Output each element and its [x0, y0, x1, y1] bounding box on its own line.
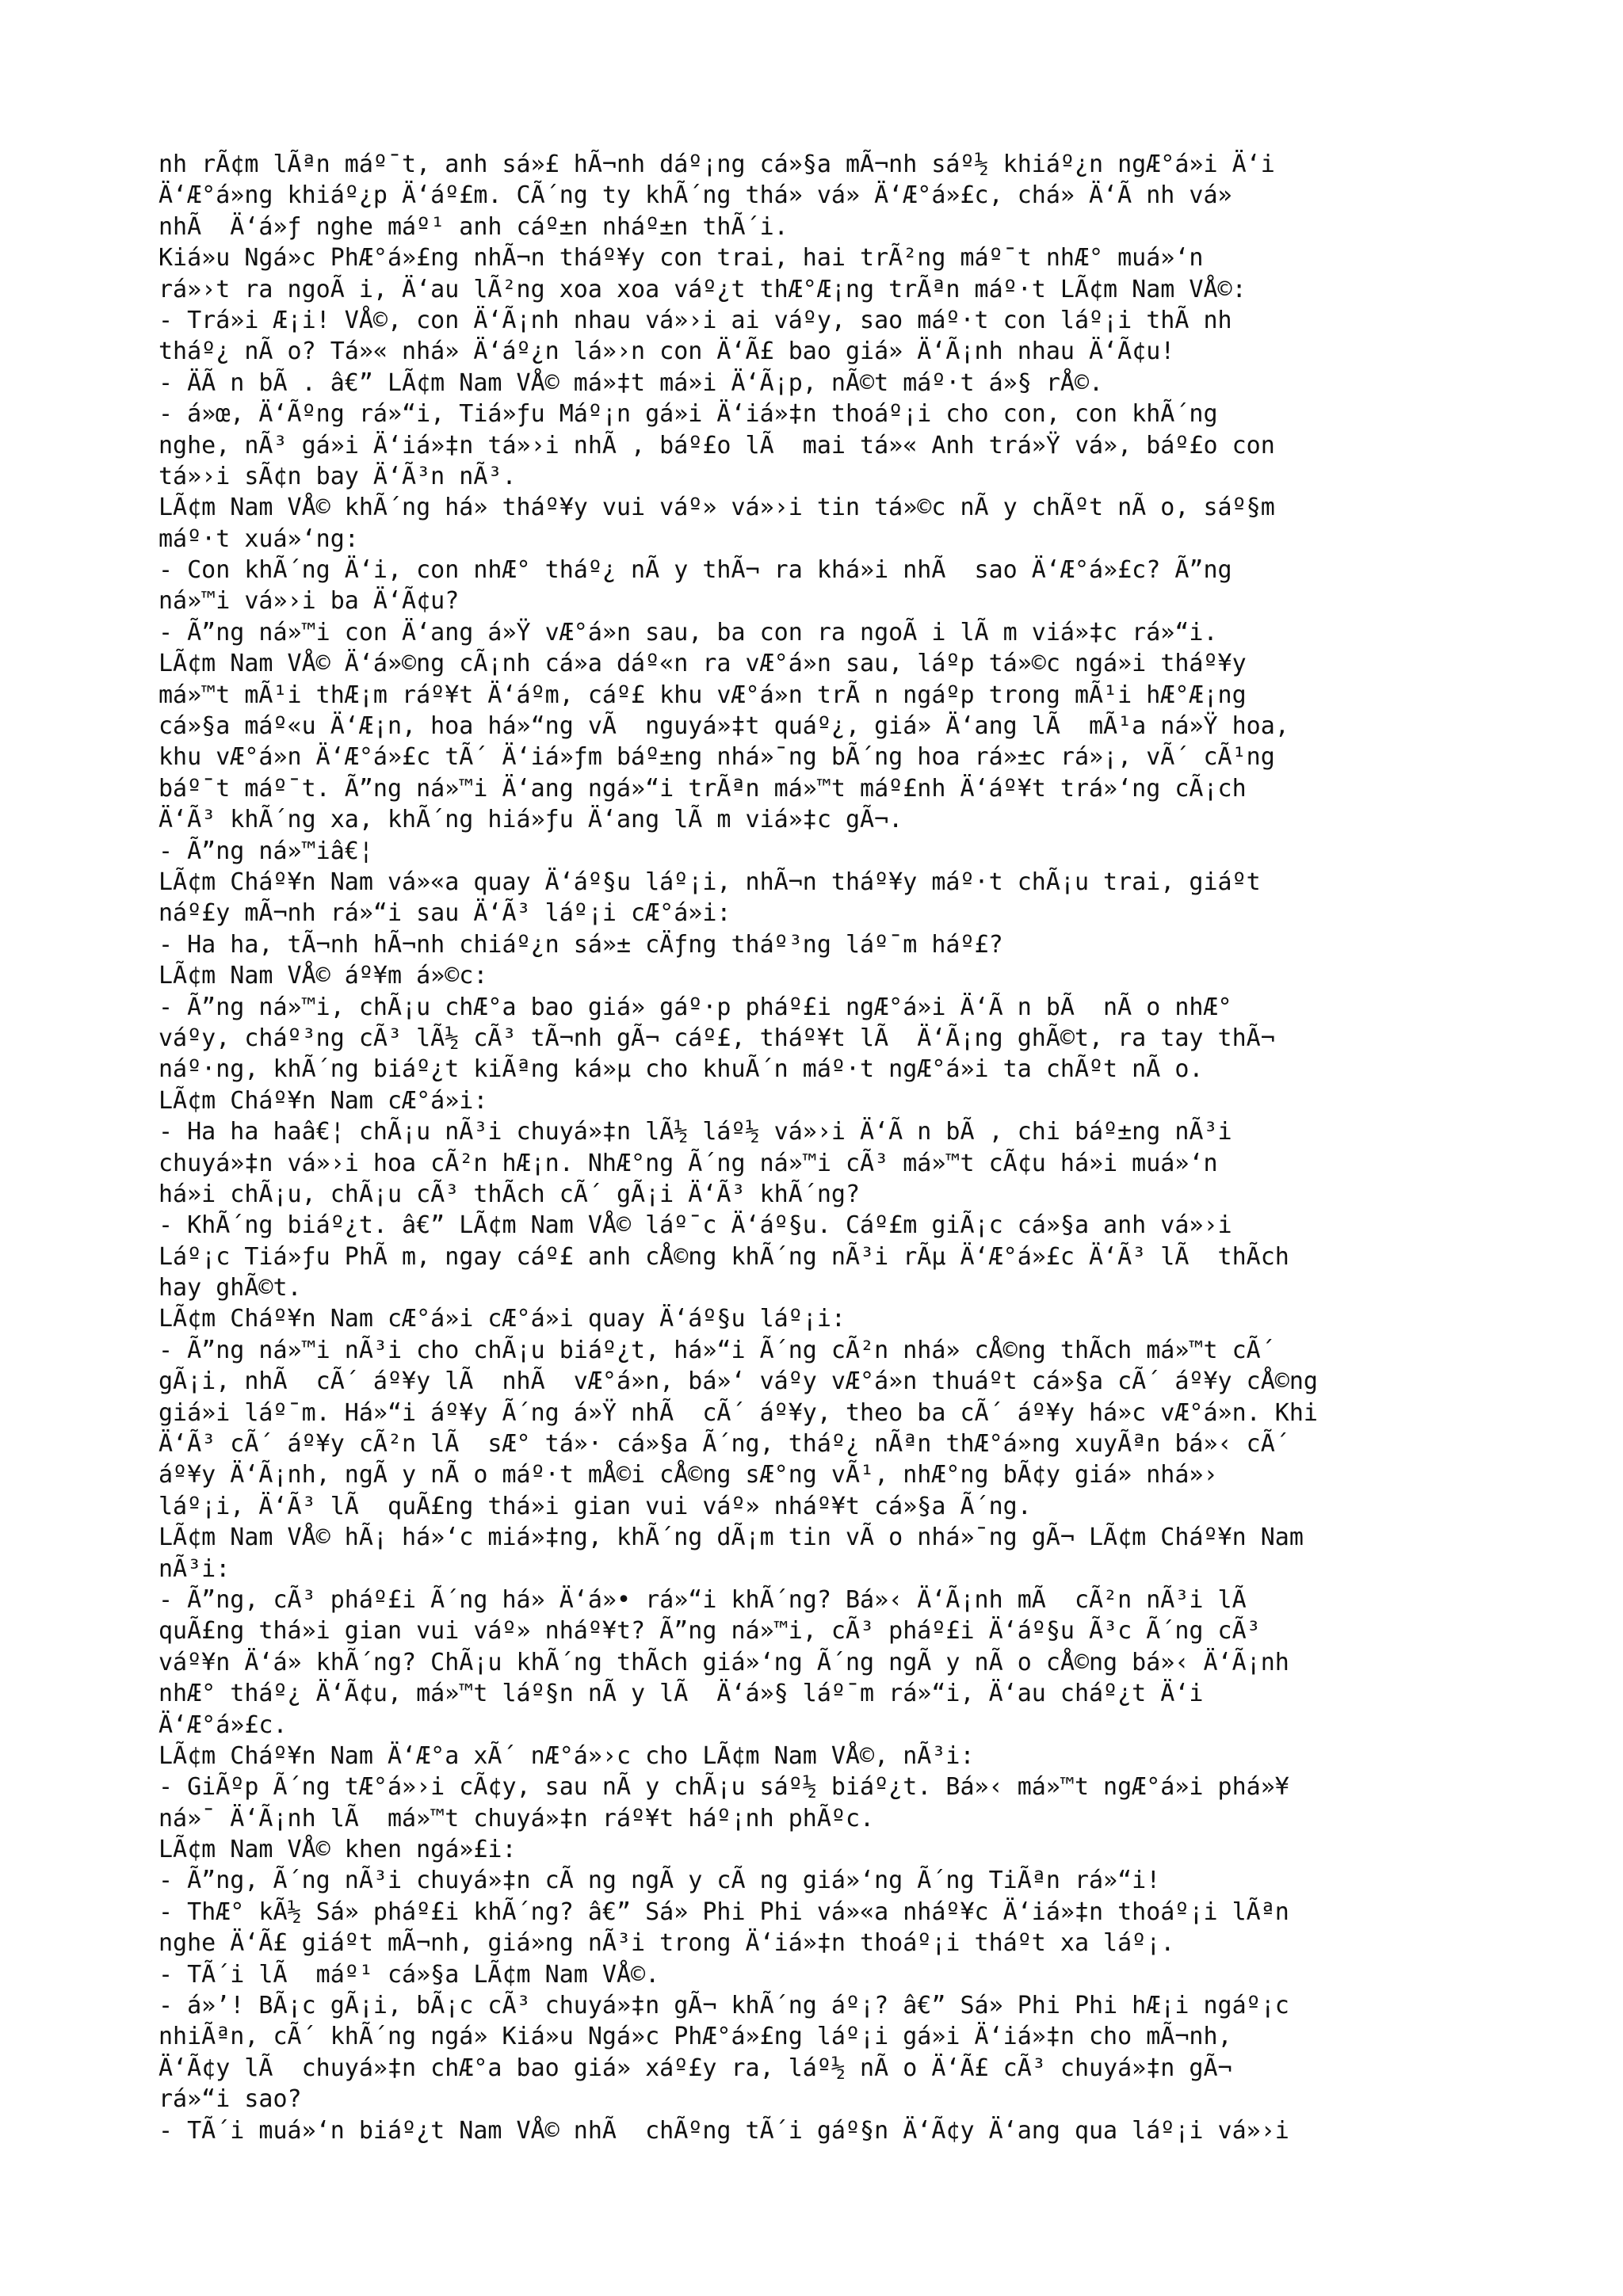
- text-line: váºy, cháº³ng cÃ³ lÃ½ cÃ³ tÃ¬nh gÃ¬ cáº£, tháº¥t lÃ Ä‘Ã¡ng ghÃ©t, ra tay thÃ¬: [158, 1024, 1275, 1052]
- text-line: nh rÃ¢m lÃªn máº¯t, anh sá»£ hÃ¬nh dáº¡ng cá»§a mÃ¬nh sáº½ khiáº¿n ngÆ°á»i Ä‘i: [158, 151, 1275, 178]
- text-line: nghe Ä‘Ã£ giáºt mÃ¬nh, giá»ng nÃ³i trong Ä‘iá»‡n thoáº¡i tháºt xa láº¡.: [158, 1929, 1175, 1958]
- text-line: gÃ¡i, nhÃ cÃ´ áº¥y lÃ nhÃ vÆ°á»n, bá»‘ váºy vÆ°á»n thuáºt cá»§a cÃ´ áº¥y cÅ©ng: [158, 1367, 1318, 1396]
- text-line: LÃ¢m Cháº¥n Nam vá»«a quay Ä‘áº§u láº¡i, nhÃ¬n tháº¥y máº·t chÃ¡u trai, giáºt: [158, 868, 1261, 896]
- text-line: LÃ¢m Nam VÅ© khen ngá»£i:: [158, 1836, 517, 1864]
- text-line: Láº¡c Tiá»ƒu PhÃ m, ngay cáº£ anh cÅ©ng khÃ´ng nÃ³i rÃµ Ä‘Æ°á»£c Ä‘Ã³ lÃ thÃch: [158, 1242, 1289, 1271]
- text-line: láº¡i, Ä‘Ã³ lÃ quÃ£ng thá»i gian vui váº» nháº¥t cá»§a Ã´ng.: [158, 1492, 1032, 1520]
- text-line: - ÄÃ n bÃ . â€” LÃ¢m Nam VÅ© má»‡t má»i Ä‘Ã¡p, nÃ©t máº·t á»§ rÅ©.: [158, 368, 1104, 397]
- text-line: LÃ¢m Cháº¥n Nam cÆ°á»i:: [158, 1086, 488, 1115]
- text-line: khu vÆ°á»n Ä‘Æ°á»£c tÃ´ Ä‘iá»ƒm báº±ng nhá»¯ng bÃ´ng hoa rá»±c rá»¡, vÃ´ cÃ¹ng: [158, 743, 1275, 772]
- text-line: cá»§a máº«u Ä‘Æ¡n, hoa há»“ng vÃ nguyá»‡t quáº¿, giá» Ä‘ang lÃ mÃ¹a ná»Ÿ hoa,: [158, 712, 1289, 741]
- text-line: Ä‘Ã³ khÃ´ng xa, khÃ´ng hiá»ƒu Ä‘ang lÃ m viá»‡c gÃ¬.: [158, 806, 903, 834]
- text-line: báº¯t máº¯t. Ã”ng ná»™i Ä‘ang ngá»“i trÃªn má»™t máº£nh Ä‘áº¥t trá»‘ng cÃ¡ch: [158, 774, 1247, 803]
- text-line: nhÃ Ä‘á»ƒ nghe máº¹ anh cáº±n nháº±n thÃ´i.: [158, 212, 789, 241]
- text-line: - TÃ´i muá»‘n biáº¿t Nam VÅ© nhÃ chÃºng tÃ´i gáº§n Ä‘Ã¢y Ä‘ang qua láº¡i vá»›i: [158, 2116, 1289, 2145]
- text-line: Ä‘Æ°á»£c.: [158, 1711, 288, 1739]
- text-line: hay ghÃ©t.: [158, 1274, 302, 1302]
- text-line: - Ã”ng ná»™i, chÃ¡u chÆ°a bao giá» gáº·p pháº£i ngÆ°á»i Ä‘Ã n bÃ nÃ o nhÆ°: [158, 993, 1232, 1021]
- text-line: LÃ¢m Cháº¥n Nam Ä‘Æ°a xÃ´ nÆ°á»›c cho LÃ¢m Nam VÅ©, nÃ³i:: [158, 1741, 975, 1770]
- text-line: - Ã”ng, cÃ³ pháº£i Ã´ng há» Ä‘á»• rá»“i khÃ´ng? Bá»‹ Ä‘Ã¡nh mÃ cÃ²n nÃ³i lÃ: [158, 1585, 1261, 1614]
- text-line: tá»›i sÃ¢n bay Ä‘Ã³n nÃ³.: [158, 462, 517, 490]
- text-line: Kiá»u Ngá»c PhÆ°á»£ng nhÃ¬n tháº¥y con trai, hai trÃ²ng máº¯t nhÆ° muá»‘n: [158, 244, 1204, 273]
- document-page: [158, 149, 1474, 2146]
- text-line: nÃ³i:: [158, 1554, 231, 1583]
- text-line: máº·t xuá»‘ng:: [158, 524, 359, 553]
- text-line: - TÃ´i lÃ máº¹ cá»§a LÃ¢m Nam VÅ©.: [158, 1960, 660, 1989]
- text-line: giá»i láº¯m. Há»“i áº¥y Ã´ng á»Ÿ nhÃ cÃ´ áº¥y, theo ba cÃ´ áº¥y há»c vÆ°á»n. Khi: [158, 1398, 1318, 1427]
- text-line: - ThÆ° kÃ½ Sá» pháº£i khÃ´ng? â€” Sá» Phi Phi vá»«a nháº¥c Ä‘iá»‡n thoáº¡i lÃªn: [158, 1897, 1289, 1926]
- text-line: há»i chÃ¡u, chÃ¡u cÃ³ thÃch cÃ´ gÃ¡i Ä‘Ã³ khÃ´ng?: [158, 1180, 861, 1208]
- text-line: quÃ£ng thá»i gian vui váº» nháº¥t? Ã”ng ná»™i, cÃ³ pháº£i Ä‘áº§u Ã³c Ã´ng cÃ³: [158, 1617, 1261, 1646]
- text-line: má»™t mÃ¹i thÆ¡m ráº¥t Ä‘áºm, cáº£ khu vÆ°á»n trÃ n ngáºp trong mÃ¹i hÆ°Æ¡ng: [158, 681, 1247, 709]
- text-line: Ä‘Ã³ cÃ´ áº¥y cÃ²n lÃ sÆ° tá»· cá»§a Ã´ng, tháº¿ nÃªn thÆ°á»ng xuyÃªn bá»‹ cÃ´: [158, 1430, 1289, 1459]
- text-line: rá»›t ra ngoÃ i, Ä‘au lÃ²ng xoa xoa váº¿t thÆ°Æ¡ng trÃªn máº·t LÃ¢m Nam VÅ©:: [158, 275, 1247, 303]
- text-line: - Ã”ng ná»™i nÃ³i cho chÃ¡u biáº¿t, há»“i Ã´ng cÃ²n nhá» cÅ©ng thÃch má»™t cÃ´: [158, 1336, 1275, 1364]
- text-line: náº£y mÃ¬nh rá»“i sau Ä‘Ã³ láº¡i cÆ°á»i:: [158, 899, 731, 928]
- text-line: nhÆ° tháº¿ Ä‘Ã¢u, má»™t láº§n nÃ y lÃ Ä‘á»§ láº¯m rá»“i, Ä‘au cháº¿t Ä‘i: [158, 1680, 1204, 1708]
- text-line: LÃ¢m Cháº¥n Nam cÆ°á»i cÆ°á»i quay Ä‘áº§u láº¡i:: [158, 1305, 846, 1333]
- text-line: tháº¿ nÃ o? Tá»« nhá» Ä‘áº¿n lá»›n con Ä‘Ã£ bao giá» Ä‘Ã¡nh nhau Ä‘Ã¢u!: [158, 338, 1175, 366]
- text-line: - á»œ, Ä‘Ãºng rá»“i, Tiá»ƒu Máº¡n gá»i Ä‘iá»‡n thoáº¡i cho con, con khÃ´ng: [158, 400, 1218, 429]
- text-line: - KhÃ´ng biáº¿t. â€” LÃ¢m Nam VÅ© láº¯c Ä‘áº§u. Cáº£m giÃ¡c cá»§a anh vá»›i: [158, 1211, 1232, 1240]
- text-line: rá»“i sao?: [158, 2085, 302, 2114]
- text-line: áº¥y Ä‘Ã¡nh, ngÃ y nÃ o máº·t mÅ©i cÅ©ng sÆ°ng vÃ¹, nhÆ°ng bÃ¢y giá» nhá»›: [158, 1461, 1218, 1489]
- text-line: chuyá»‡n vá»›i hoa cÃ²n hÆ¡n. NhÆ°ng Ã´ng ná»™i cÃ³ má»™t cÃ¢u há»i muá»‘n: [158, 1149, 1218, 1177]
- text-line: náº·ng, khÃ´ng biáº¿t kiÃªng ká»µ cho khuÃ´n máº·t ngÆ°á»i ta chÃºt nÃ o.: [158, 1055, 1204, 1084]
- text-line: ná»™i vá»›i ba Ä‘Ã¢u?: [158, 587, 460, 616]
- text-line: - Ã”ng, Ã´ng nÃ³i chuyá»‡n cÃ ng ngÃ y cÃ ng giá»‘ng Ã´ng TiÃªn rá»“i!: [158, 1867, 1161, 1895]
- text-line: nghe, nÃ³ gá»i Ä‘iá»‡n tá»›i nhÃ , báº£o lÃ mai tá»« Anh trá»Ÿ vá», báº£o con: [158, 431, 1275, 460]
- text-line: - á»’! BÃ¡c gÃ¡i, bÃ¡c cÃ³ chuyá»‡n gÃ¬ khÃ´ng áº¡? â€” Sá» Phi Phi hÆ¡i ngáº¡c: [158, 1992, 1289, 2020]
- text-line: - Ã”ng ná»™i con Ä‘ang á»Ÿ vÆ°á»n sau, ba con ra ngoÃ i lÃ m viá»‡c rá»“i.: [158, 618, 1218, 646]
- text-line: Ä‘Ã¢y lÃ chuyá»‡n chÆ°a bao giá» xáº£y ra, láº½ nÃ o Ä‘Ã£ cÃ³ chuyá»‡n gÃ¬: [158, 2054, 1232, 2082]
- text-line: - GiÃºp Ã´ng tÆ°á»›i cÃ¢y, sau nÃ y chÃ¡u sáº½ biáº¿t. Bá»‹ má»™t ngÆ°á»i phá»¥: [158, 1773, 1289, 1802]
- text-line: Ä‘Æ°á»ng khiáº¿p Ä‘áº£m. CÃ´ng ty khÃ´ng thá» vá» Ä‘Æ°á»£c, chá» Ä‘Ã nh vá»: [158, 181, 1232, 210]
- text-line: LÃ¢m Nam VÅ© áº¥m á»©c:: [158, 962, 488, 990]
- text-line: váº¥n Ä‘á» khÃ´ng? ChÃ¡u khÃ´ng thÃch giá»‘ng Ã´ng ngÃ y nÃ o cÅ©ng bá»‹ Ä‘Ã¡nh: [158, 1648, 1289, 1676]
- text-line: - Trá»i Æ¡i! VÅ©, con Ä‘Ã¡nh nhau vá»›i ai váºy, sao máº·t con láº¡i thÃ nh: [158, 306, 1232, 334]
- text-line: LÃ¢m Nam VÅ© Ä‘á»©ng cÃ¡nh cá»a dáº«n ra vÆ°á»n sau, láºp tá»©c ngá»i tháº¥y: [158, 650, 1247, 678]
- text-line: LÃ¢m Nam VÅ© khÃ´ng há» tháº¥y vui váº» vá»›i tin tá»©c nÃ y chÃºt nÃ o, sáº§m: [158, 494, 1275, 522]
- text-line: nhiÃªn, cÃ´ khÃ´ng ngá» Kiá»u Ngá»c PhÆ°á»£ng láº¡i gá»i Ä‘iá»‡n cho mÃ¬nh,: [158, 2023, 1232, 2051]
- text-line: ná»¯ Ä‘Ã¡nh lÃ má»™t chuyá»‡n ráº¥t háº¡nh phÃºc.: [158, 1804, 875, 1833]
- text-line: - Ha ha, tÃ¬nh hÃ¬nh chiáº¿n sá»± cÄƒng tháº³ng láº¯m háº£?: [158, 930, 1003, 959]
- text-line: LÃ¢m Nam VÅ© hÃ¡ há»‘c miá»‡ng, khÃ´ng dÃ¡m tin vÃ o nhá»¯ng gÃ¬ LÃ¢m Cháº¥n Nam: [158, 1524, 1304, 1552]
- text-line: - Con khÃ´ng Ä‘i, con nhÆ° tháº¿ nÃ y thÃ¬ ra khá»i nhÃ sao Ä‘Æ°á»£c? Ã”ng: [158, 556, 1232, 585]
- text-line: - Ã”ng ná»™iâ€¦: [158, 837, 373, 865]
- text-line: - Ha ha haâ€¦ chÃ¡u nÃ³i chuyá»‡n lÃ½ láº½ vá»›i Ä‘Ã n bÃ , chi báº±ng nÃ³i: [158, 1118, 1232, 1146]
